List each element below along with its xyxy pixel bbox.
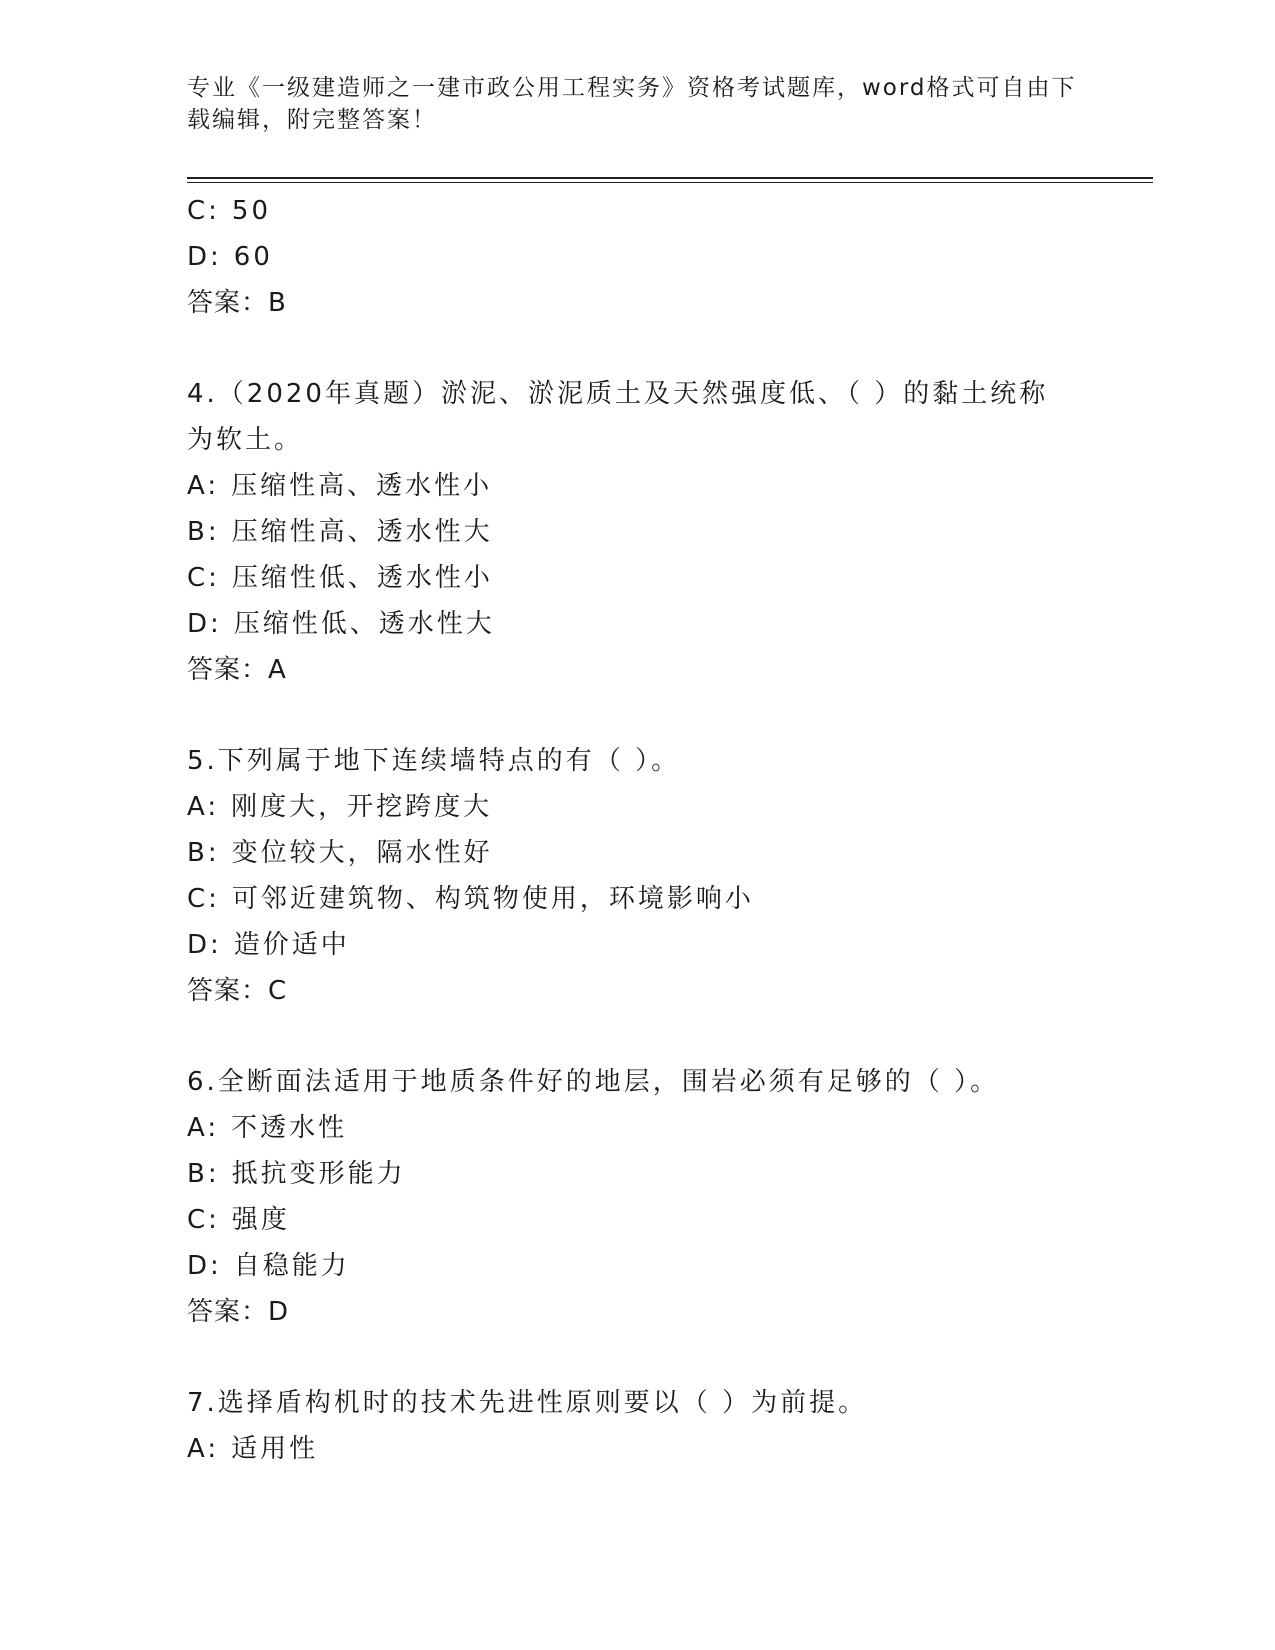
q6-question: 6.全断面法适用于地质条件好的地层，围岩必须有足够的（ ）。 bbox=[187, 1067, 1000, 1097]
option-text: 造价适中 bbox=[233, 930, 350, 960]
option-text: 抵抗变形能力 bbox=[231, 1159, 406, 1189]
question-content bbox=[187, 188, 1087, 1472]
option-text: 压缩性低、透水性小 bbox=[231, 563, 493, 593]
q3-answer: 答案：B bbox=[187, 288, 287, 318]
q7-question: 7.选择盾构机时的技术先进性原则要以（ ）为前提。 bbox=[187, 1388, 868, 1418]
q5-option-d bbox=[187, 922, 1087, 968]
option-label: D: bbox=[187, 609, 222, 639]
q3-option-c bbox=[187, 188, 1087, 234]
q4-option-d bbox=[187, 601, 1087, 647]
q5-answer: 答案：C bbox=[187, 976, 288, 1006]
option-label: B: bbox=[187, 838, 220, 868]
q6-option-b bbox=[187, 1151, 1087, 1197]
q6-option-c bbox=[187, 1197, 1087, 1243]
option-text: 适用性 bbox=[231, 1434, 319, 1464]
document-header bbox=[187, 72, 1087, 136]
option-label: D: bbox=[187, 930, 222, 960]
option-label: C: bbox=[187, 196, 220, 226]
q6-answer: 答案：D bbox=[187, 1297, 290, 1327]
q4-question-line-2: 为软土。 bbox=[187, 425, 304, 455]
option-label: D: bbox=[187, 242, 222, 272]
q5-option-b bbox=[187, 830, 1087, 876]
option-text: 变位较大，隔水性好 bbox=[231, 838, 493, 868]
header-line-2: 载编辑，附完整答案！ bbox=[187, 107, 437, 133]
option-label: C: bbox=[187, 1205, 220, 1235]
header-divider-thick bbox=[187, 177, 1153, 179]
option-text: 自稳能力 bbox=[233, 1251, 350, 1281]
option-label: B: bbox=[187, 1159, 220, 1189]
option-label: A: bbox=[187, 792, 220, 822]
option-text: 压缩性高、透水性小 bbox=[231, 471, 493, 501]
q4-answer: 答案：A bbox=[187, 655, 287, 685]
header-line-1: 专业《一级建造师之一建市政公用工程实务》资格考试题库，word格式可自由下 bbox=[187, 75, 1077, 101]
header-divider-thin bbox=[187, 182, 1153, 183]
option-label: A: bbox=[187, 1113, 220, 1143]
option-text: 强度 bbox=[231, 1205, 290, 1235]
q4-question-line-1: 4.（2020年真题）淤泥、淤泥质土及天然强度低、（ ）的黏土统称 bbox=[187, 379, 1049, 409]
q5-option-c bbox=[187, 876, 1087, 922]
q5-question: 5.下列属于地下连续墙特点的有（ ）。 bbox=[187, 746, 681, 776]
q6-option-d bbox=[187, 1243, 1087, 1289]
option-label: C: bbox=[187, 563, 220, 593]
option-text: 不透水性 bbox=[231, 1113, 348, 1143]
option-text: 可邻近建筑物、构筑物使用，环境影响小 bbox=[231, 884, 754, 914]
option-label: A: bbox=[187, 1434, 220, 1464]
q4-option-c bbox=[187, 555, 1087, 601]
option-label: A: bbox=[187, 471, 220, 501]
option-label: C: bbox=[187, 884, 220, 914]
q5-option-a bbox=[187, 784, 1087, 830]
option-label: D: bbox=[187, 1251, 222, 1281]
option-text: 50 bbox=[231, 196, 272, 226]
q3-option-d bbox=[187, 234, 1087, 280]
option-text: 刚度大，开挖跨度大 bbox=[231, 792, 493, 822]
q4-option-a bbox=[187, 463, 1087, 509]
option-text: 60 bbox=[233, 242, 273, 272]
option-text: 压缩性低、透水性大 bbox=[233, 609, 495, 639]
q6-option-a bbox=[187, 1105, 1087, 1151]
q7-option-a bbox=[187, 1426, 1087, 1472]
q4-option-b bbox=[187, 509, 1087, 555]
option-label: B: bbox=[187, 517, 220, 547]
option-text: 压缩性高、透水性大 bbox=[231, 517, 493, 547]
